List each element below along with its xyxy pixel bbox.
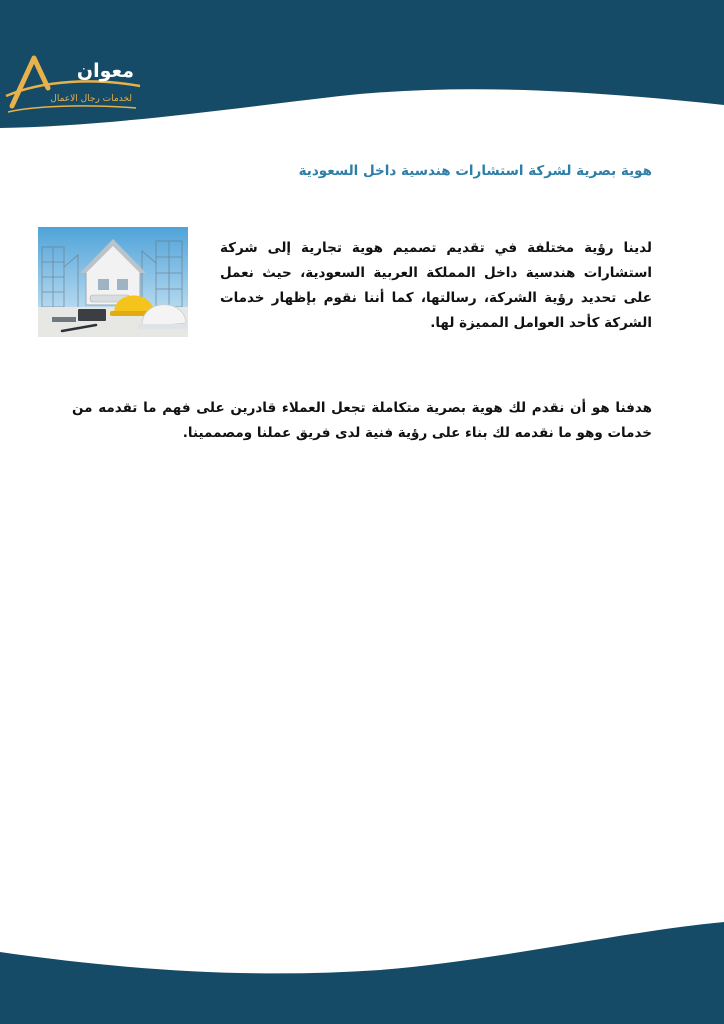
logo-name: معوان: [76, 60, 134, 82]
document-title: هوية بصرية لشركة استشارات هندسية داخل السعودية: [298, 163, 652, 179]
goal-paragraph: هدفنا هو أن نقدم لك هوية بصرية متكاملة تجعل العملاء قادرين على فهم ما تقدمه من خدمات وهو ما نقدمه لك بناء على رؤية فنية لدى فريق عملنا ومصممينا.: [72, 400, 652, 441]
footer-wave-band: [0, 910, 724, 1024]
company-logo: [4, 52, 144, 118]
engineering-illustration: [38, 227, 188, 337]
intro-paragraph: لدينا رؤية مختلفة في تقديم تصميم هوية تجارية إلى شركة استشارات هندسية داخل المملكة العربية السعودية، حيث نعمل على تحديد رؤية الشركة، رسالتها، كما أننا نقوم بإظهار خدمات الشركة كأحد العوامل المميزة لها.: [220, 240, 652, 331]
logo-tagline: لخدمات رجال الاعمال: [50, 94, 132, 104]
house-construction-image: [38, 227, 188, 337]
